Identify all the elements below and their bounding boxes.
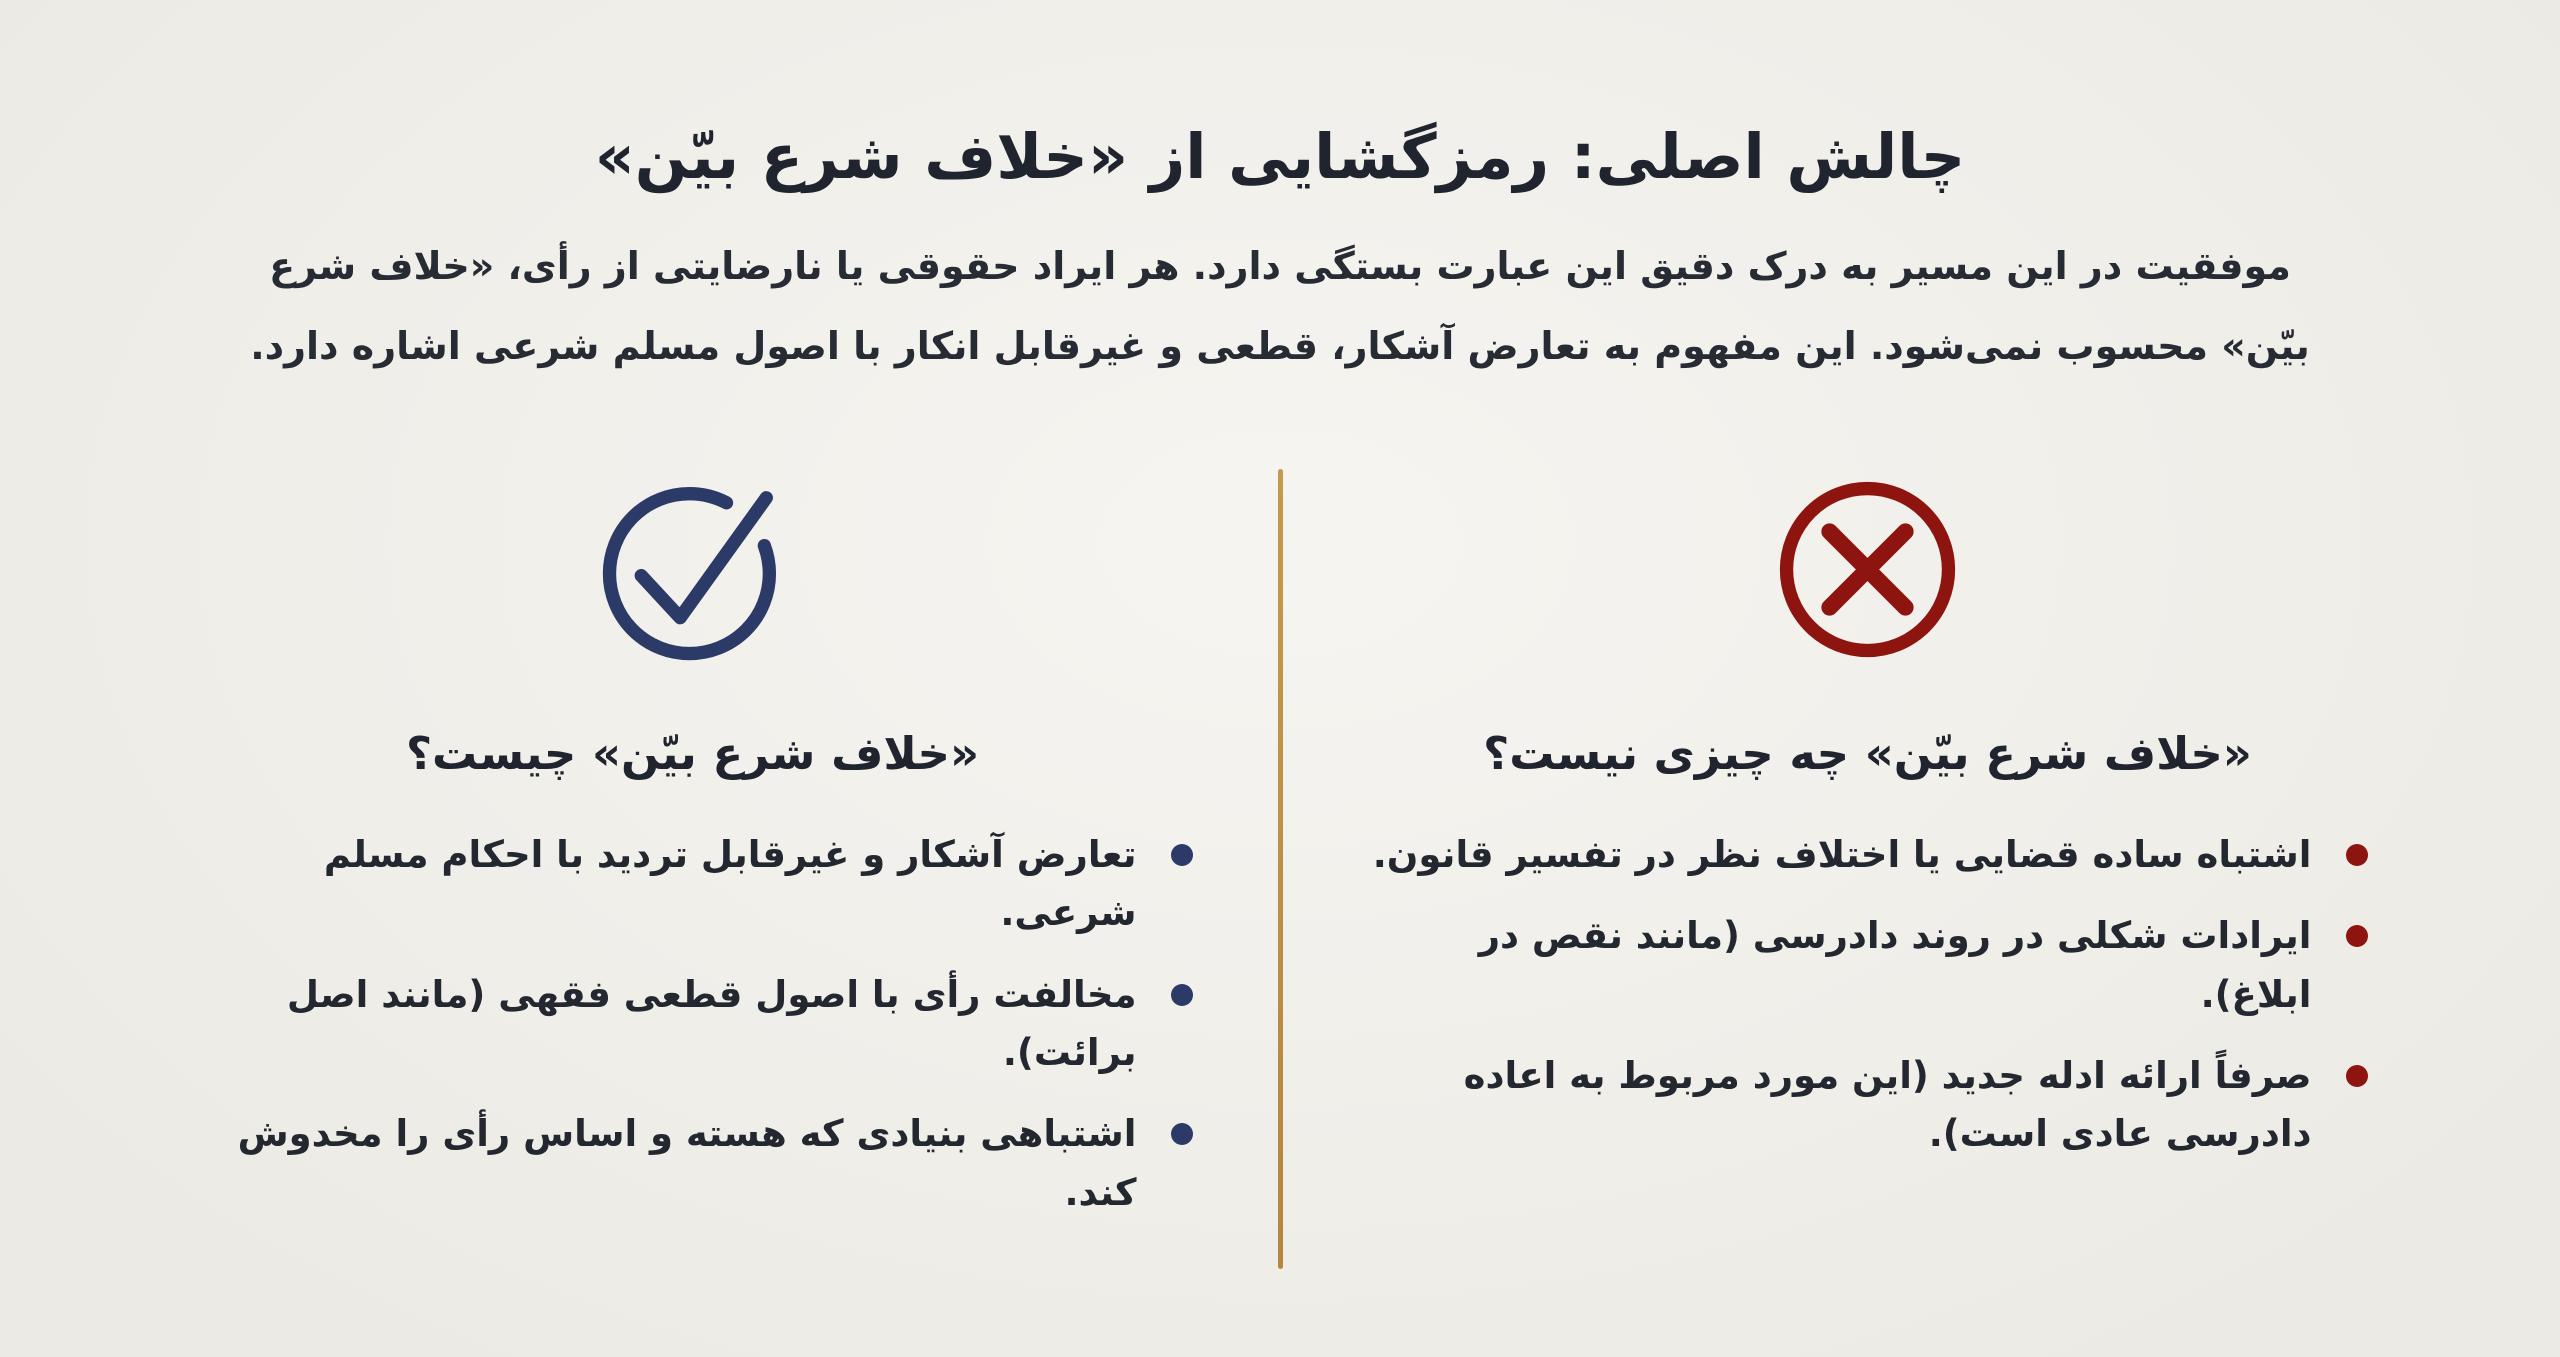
- page-title: چالش اصلی: رمزگشایی از «خلاف شرع بیّن»: [594, 120, 1966, 193]
- comparison-columns: [0, 465, 2560, 1269]
- column-what-it-is: [118, 465, 1268, 1246]
- heading-what-it-is: «خلاف شرع بیّن» چیست؟: [405, 726, 980, 780]
- page-subtitle: موفقیت در این مسیر به درک دقیق این عبارت بستگی دارد. هر ایراد حقوقی یا نارضایتی از رأی، «خلاف شرع بیّن» محسوب نمی‌شود. این مفهوم به تعارض آشکار، قطعی و غیرقابل انکار با اصول مسلم شرعی اشاره دارد.: [250, 244, 2310, 368]
- list-item: اشتباهی بنیادی که هسته و اساس رأی را مخدوش کند.: [193, 1105, 1193, 1222]
- list-item: صرفاً ارائه ادله جدید (این مورد مربوط به اعاده دادرسی عادی است).: [1368, 1047, 2368, 1164]
- x-circle-icon: [1765, 467, 1970, 672]
- list-item: مخالفت رأی با اصول قطعی فقهی (مانند اصل برائت).: [193, 966, 1193, 1083]
- vertical-divider: [1278, 469, 1283, 1269]
- column-what-it-is-not: [1293, 465, 2443, 1187]
- list-what-it-is: [193, 826, 1193, 1246]
- list-item: ایرادات شکلی در روند دادرسی (مانند نقص در ابلاغ).: [1368, 907, 2368, 1024]
- list-what-it-is-not: [1368, 826, 2368, 1187]
- check-circle-icon: [590, 467, 795, 672]
- check-circle-icon-wrap: [590, 465, 795, 675]
- list-item: اشتباه ساده قضایی یا اختلاف نظر در تفسیر قانون.: [1368, 826, 2368, 884]
- list-item: تعارض آشکار و غیرقابل تردید با احکام مسلم شرعی.: [193, 826, 1193, 943]
- x-circle-icon-wrap: [1765, 465, 1970, 675]
- heading-what-it-is-not: «خلاف شرع بیّن» چه چیزی نیست؟: [1483, 726, 2252, 780]
